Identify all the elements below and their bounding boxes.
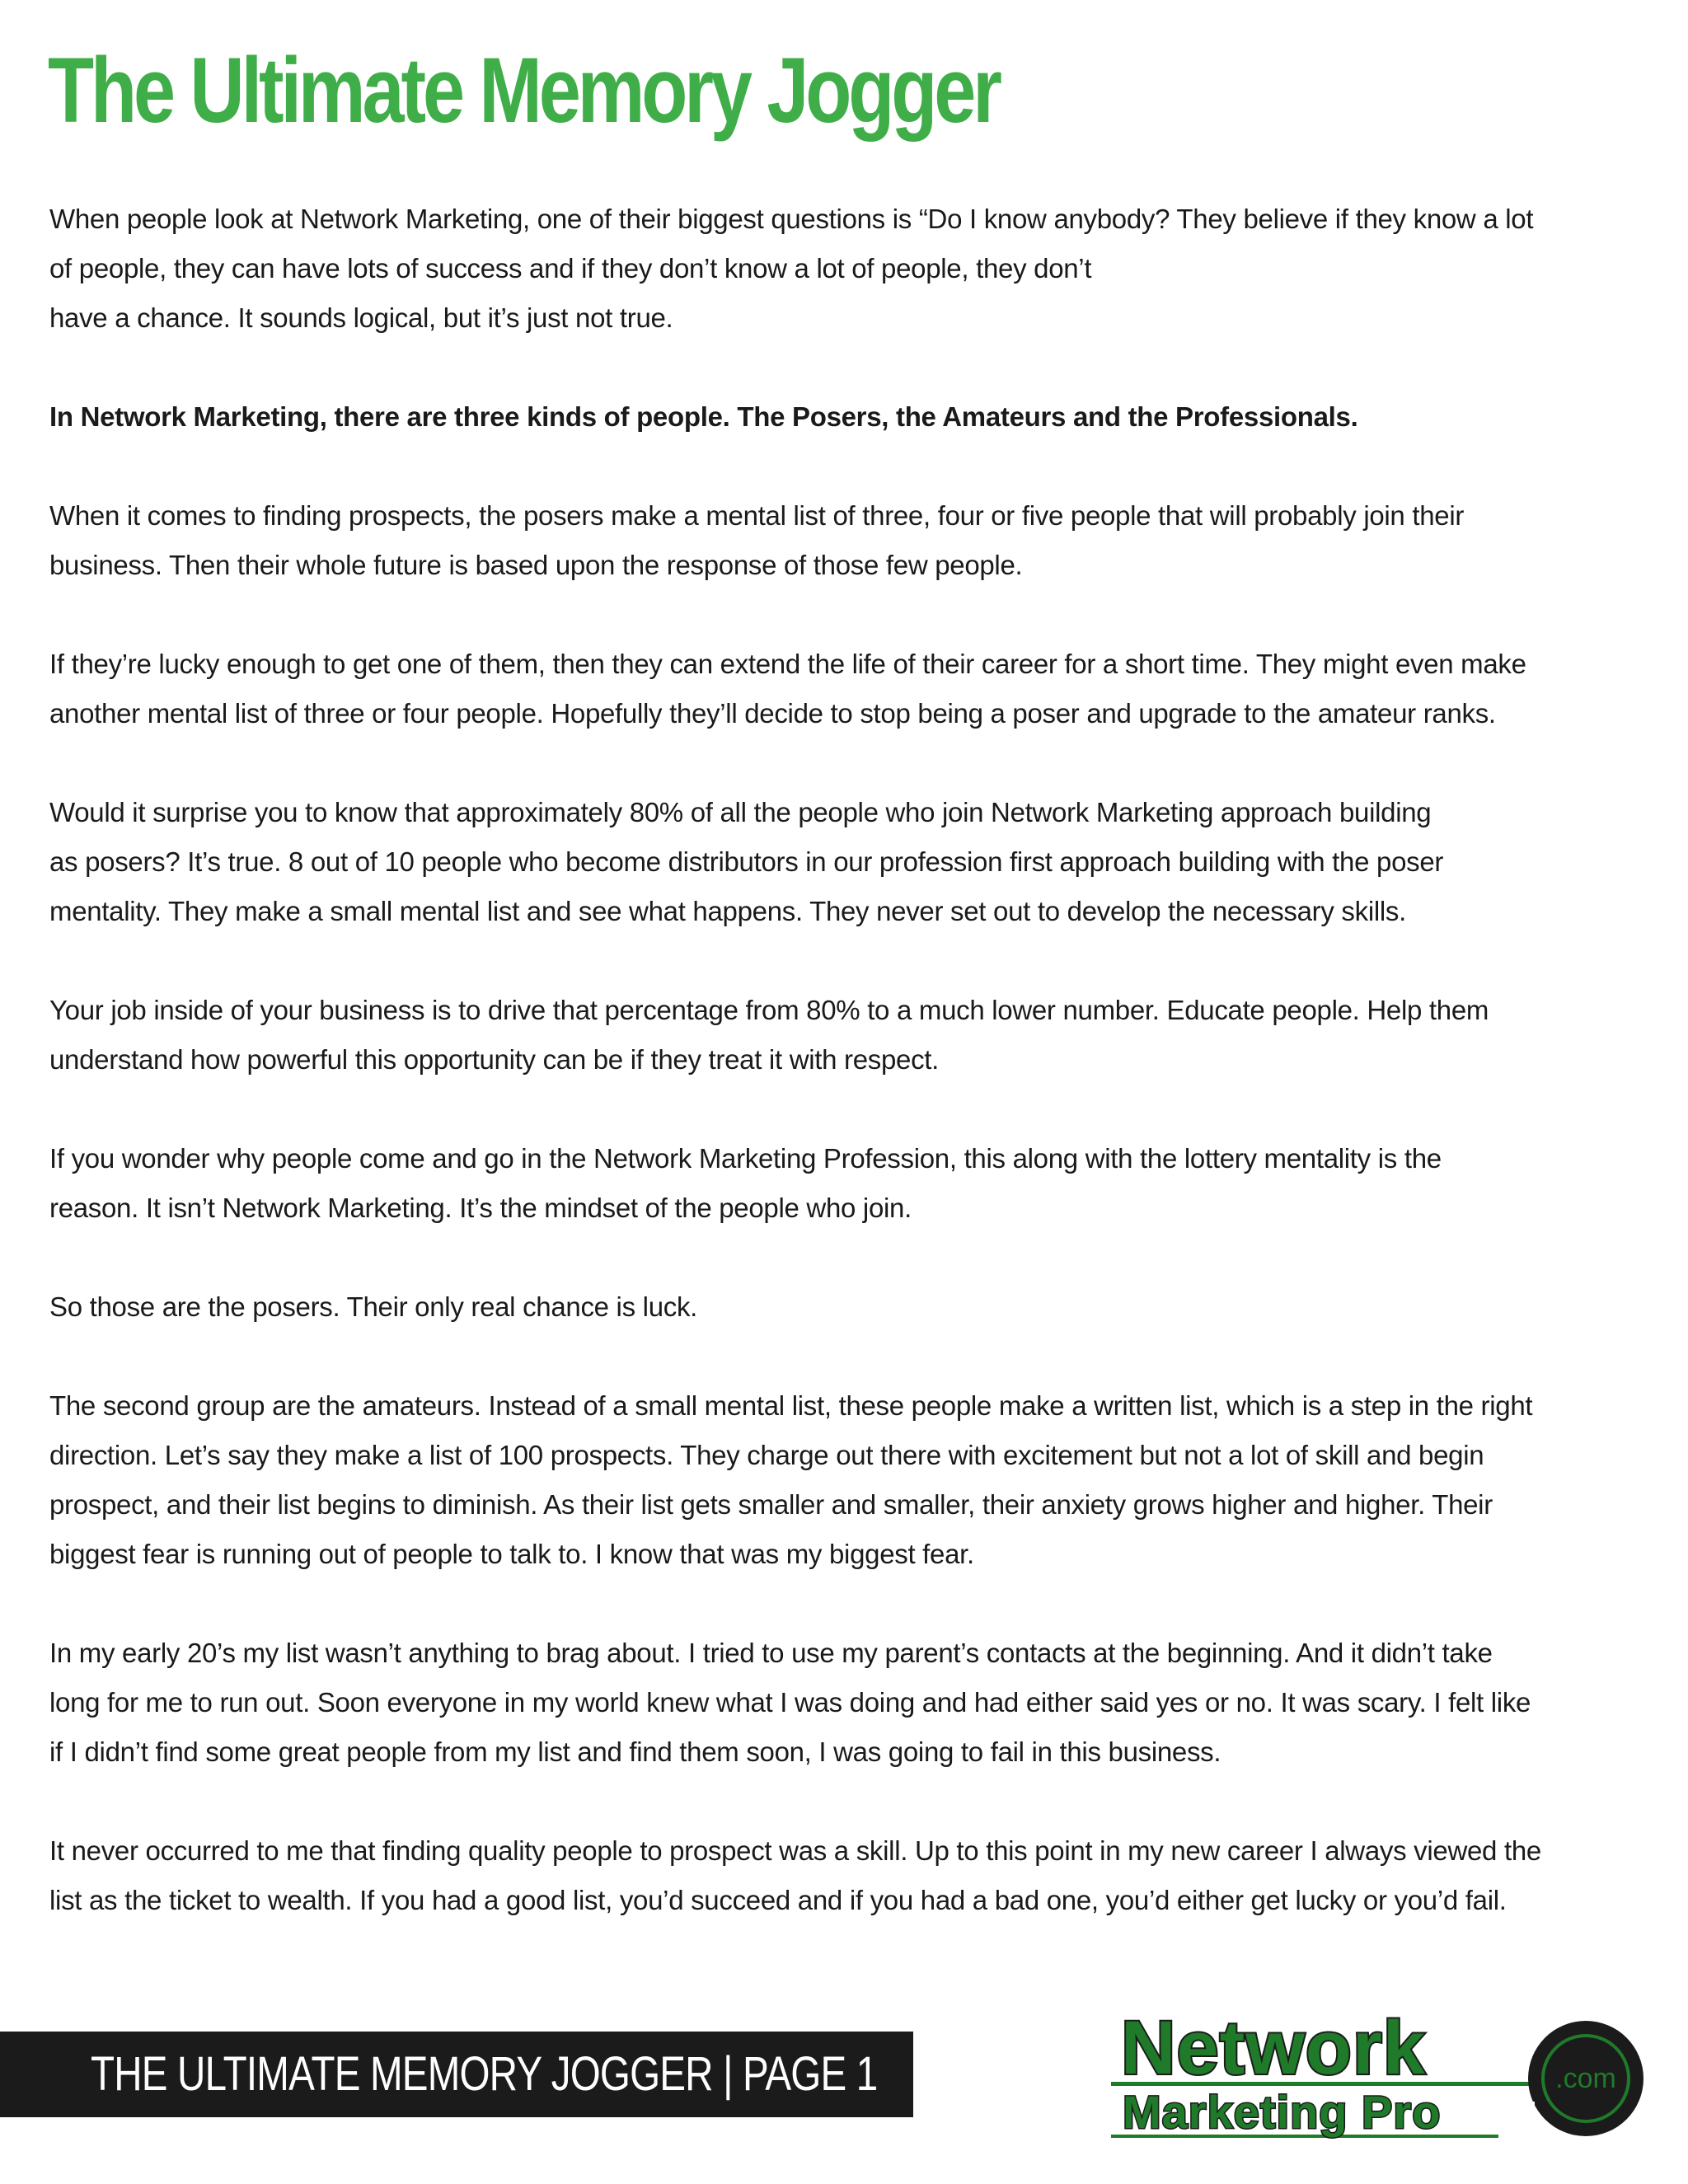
text-line: Your job inside of your business is to drive that percentage from 80% to a much lower number. Educate people. Help them [49, 995, 1489, 1025]
logo-word-network: Network [1121, 2006, 1426, 2090]
text-line: prospect, and their list begins to diminish. As their list gets smaller and smaller, their anxiety grows higher and higher. Their [49, 1489, 1493, 1520]
network-marketing-pro-logo [1111, 2004, 1647, 2153]
paragraph-lucky [49, 640, 1661, 738]
text-line: list as the ticket to wealth. If you had a good list, you’d succeed and if you had a bad one, you’d either get lucky or you’d fail. [49, 1885, 1507, 1915]
text-line: biggest fear is running out of people to talk to. I know that was my biggest fear. [49, 1539, 974, 1569]
footer-bar [0, 2032, 913, 2117]
paragraph-posers-list [49, 491, 1661, 590]
text-line: If you wonder why people come and go in the Network Marketing Profession, this along with the lottery mentality is the [49, 1143, 1442, 1174]
paragraph-eighty-percent [49, 788, 1661, 936]
document-body [49, 194, 1661, 1975]
text-line: So those are the posers. Their only real chance is luck. [49, 1291, 698, 1322]
text-line: reason. It isn’t Network Marketing. It’s the mindset of the people who join. [49, 1193, 912, 1223]
text-line: Would it surprise you to know that approximately 80% of all the people who join Network Marketing approach building [49, 797, 1432, 827]
text-line: The second group are the amateurs. Instead of a small mental list, these people make a written list, which is a step in the right [49, 1390, 1533, 1421]
text-line: long for me to run out. Soon everyone in my world knew what I was doing and had either said yes or no. It was scary. I felt like [49, 1687, 1531, 1718]
footer-page-label: THE ULTIMATE MEMORY JOGGER | PAGE 1 [91, 2047, 878, 2101]
page-title: The Ultimate Memory Jogger [48, 39, 999, 142]
paragraph-come-and-go [49, 1134, 1661, 1233]
logo-badge-notch [1498, 2102, 1535, 2143]
logo-word-marketing-pro: Marketing Pro [1123, 2086, 1442, 2138]
text-line: When it comes to finding prospects, the posers make a mental list of three, four or five people that will probably join their [49, 500, 1465, 531]
text-line: It never occurred to me that finding quality people to prospect was a skill. Up to this point in my new career I always viewed the [49, 1835, 1541, 1866]
text-line: as posers? It’s true. 8 out of 10 people who become distributors in our profession first approach building with the poser [49, 846, 1444, 877]
text-line: In my early 20’s my list wasn’t anything to brag about. I tried to use my parent’s contacts at the beginning. And it didn’t take [49, 1638, 1493, 1668]
paragraph-amateurs [49, 1381, 1661, 1579]
paragraph-posers-luck [49, 1282, 1661, 1332]
paragraph-intro [49, 194, 1661, 343]
text-line: If they’re lucky enough to get one of them, then they can extend the life of their career for a short time. They might even make [49, 649, 1526, 679]
text-line: if I didn’t find some great people from my list and find them soon, I was going to fail in this business. [49, 1736, 1221, 1767]
text-line: business. Then their whole future is based upon the response of those few people. [49, 550, 1023, 580]
paragraph-early-20s [49, 1629, 1661, 1777]
text-line: direction. Let’s say they make a list of 100 prospects. They charge out there with excitement but not a lot of skill and begin [49, 1440, 1484, 1470]
text-line: of people, they can have lots of success and if they don’t know a lot of people, they don’t [49, 253, 1092, 284]
text-line: When people look at Network Marketing, one of their biggest questions is “Do I know anybody? They believe if they know a lot [49, 204, 1534, 234]
text-line: another mental list of three or four people. Hopefully they’ll decide to stop being a poser and upgrade to the amateur ranks. [49, 698, 1496, 729]
logo-badge-text: .com [1555, 2063, 1616, 2094]
paragraph-skill [49, 1826, 1661, 1925]
paragraph-your-job [49, 986, 1661, 1085]
text-line: understand how powerful this opportunity can be if they treat it with respect. [49, 1044, 940, 1075]
paragraph-three-kinds [49, 392, 1661, 442]
text-line: mentality. They make a small mental list and see what happens. They never set out to develop the necessary skills. [49, 896, 1406, 926]
text-line: In Network Marketing, there are three kinds of people. The Posers, the Amateurs and the Professionals. [49, 401, 1358, 432]
text-line: have a chance. It sounds logical, but it’s just not true. [49, 302, 673, 333]
